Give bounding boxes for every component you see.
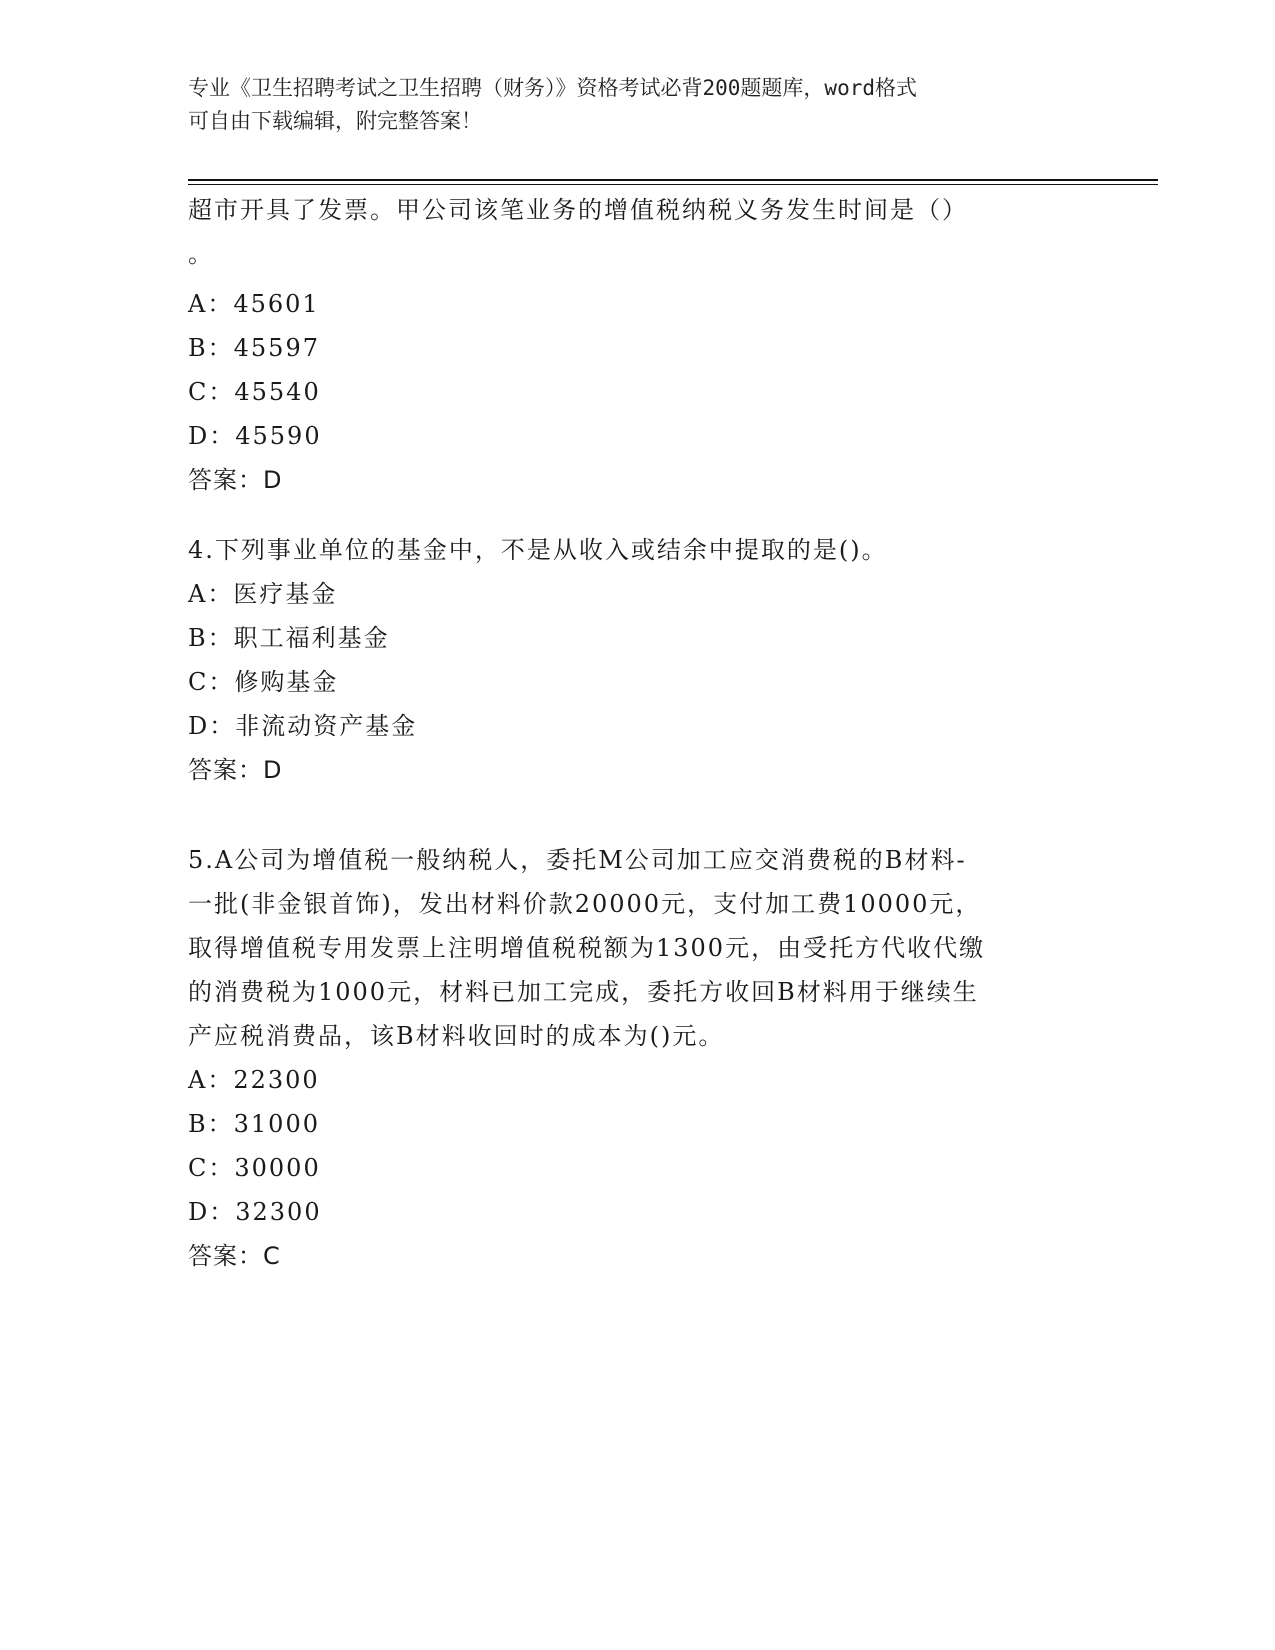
question-4-option-d: D：非流动资产基金 bbox=[188, 712, 418, 740]
question-3-option-c: C：45540 bbox=[188, 378, 321, 406]
question-5-stem-line-1: 5.A公司为增值税一般纳税人，委托M公司加工应交消费税的B材料- bbox=[188, 846, 967, 874]
question-5 bbox=[188, 838, 1088, 1278]
document-header bbox=[188, 72, 1068, 138]
question-5-option-b: B：31000 bbox=[188, 1110, 320, 1138]
question-4 bbox=[188, 528, 1088, 792]
question-3-answer: 答案：D bbox=[188, 466, 283, 494]
question-3-stem-line-2: 。 bbox=[188, 240, 214, 268]
header-divider-thick bbox=[188, 179, 1158, 181]
question-3-stem-line-1: 超市开具了发票。甲公司该笔业务的增值税纳税义务发生时间是（） bbox=[188, 196, 968, 224]
question-4-stem-line-1: 4.下列事业单位的基金中，不是从收入或结余中提取的是()。 bbox=[188, 536, 888, 564]
question-4-option-b: B：职工福利基金 bbox=[188, 624, 390, 652]
question-5-stem-line-2: 一批(非金银首饰)，发出材料价款20000元，支付加工费10000元， bbox=[188, 890, 982, 918]
question-5-stem-line-5: 产应税消费品，该B材料收回时的成本为()元。 bbox=[188, 1022, 725, 1050]
question-5-option-c: C：30000 bbox=[188, 1154, 321, 1182]
question-5-option-a: A：22300 bbox=[188, 1066, 320, 1094]
question-4-option-a: A：医疗基金 bbox=[188, 580, 338, 608]
question-4-answer: 答案：D bbox=[188, 756, 283, 784]
question-3-option-a: A：45601 bbox=[188, 290, 320, 318]
question-5-stem-line-4: 的消费税为1000元，材料已加工完成，委托方收回B材料用于继续生 bbox=[188, 978, 979, 1006]
question-4-option-c: C：修购基金 bbox=[188, 668, 339, 696]
header-title-line-1: 专业《卫生招聘考试之卫生招聘（财务）》资格考试必背200题题库，word格式 bbox=[188, 76, 917, 100]
question-3 bbox=[188, 186, 1088, 502]
question-3-option-d: D：45590 bbox=[188, 422, 322, 450]
question-3-option-b: B：45597 bbox=[188, 334, 320, 362]
question-5-option-d: D：32300 bbox=[188, 1198, 322, 1226]
question-5-answer: 答案：C bbox=[188, 1242, 281, 1270]
header-title-line-2: 可自由下载编辑，附完整答案！ bbox=[188, 109, 482, 133]
question-5-stem-line-3: 取得增值税专用发票上注明增值税税额为1300元，由受托方代收代缴 bbox=[188, 934, 986, 962]
header-divider-thin bbox=[188, 184, 1158, 185]
